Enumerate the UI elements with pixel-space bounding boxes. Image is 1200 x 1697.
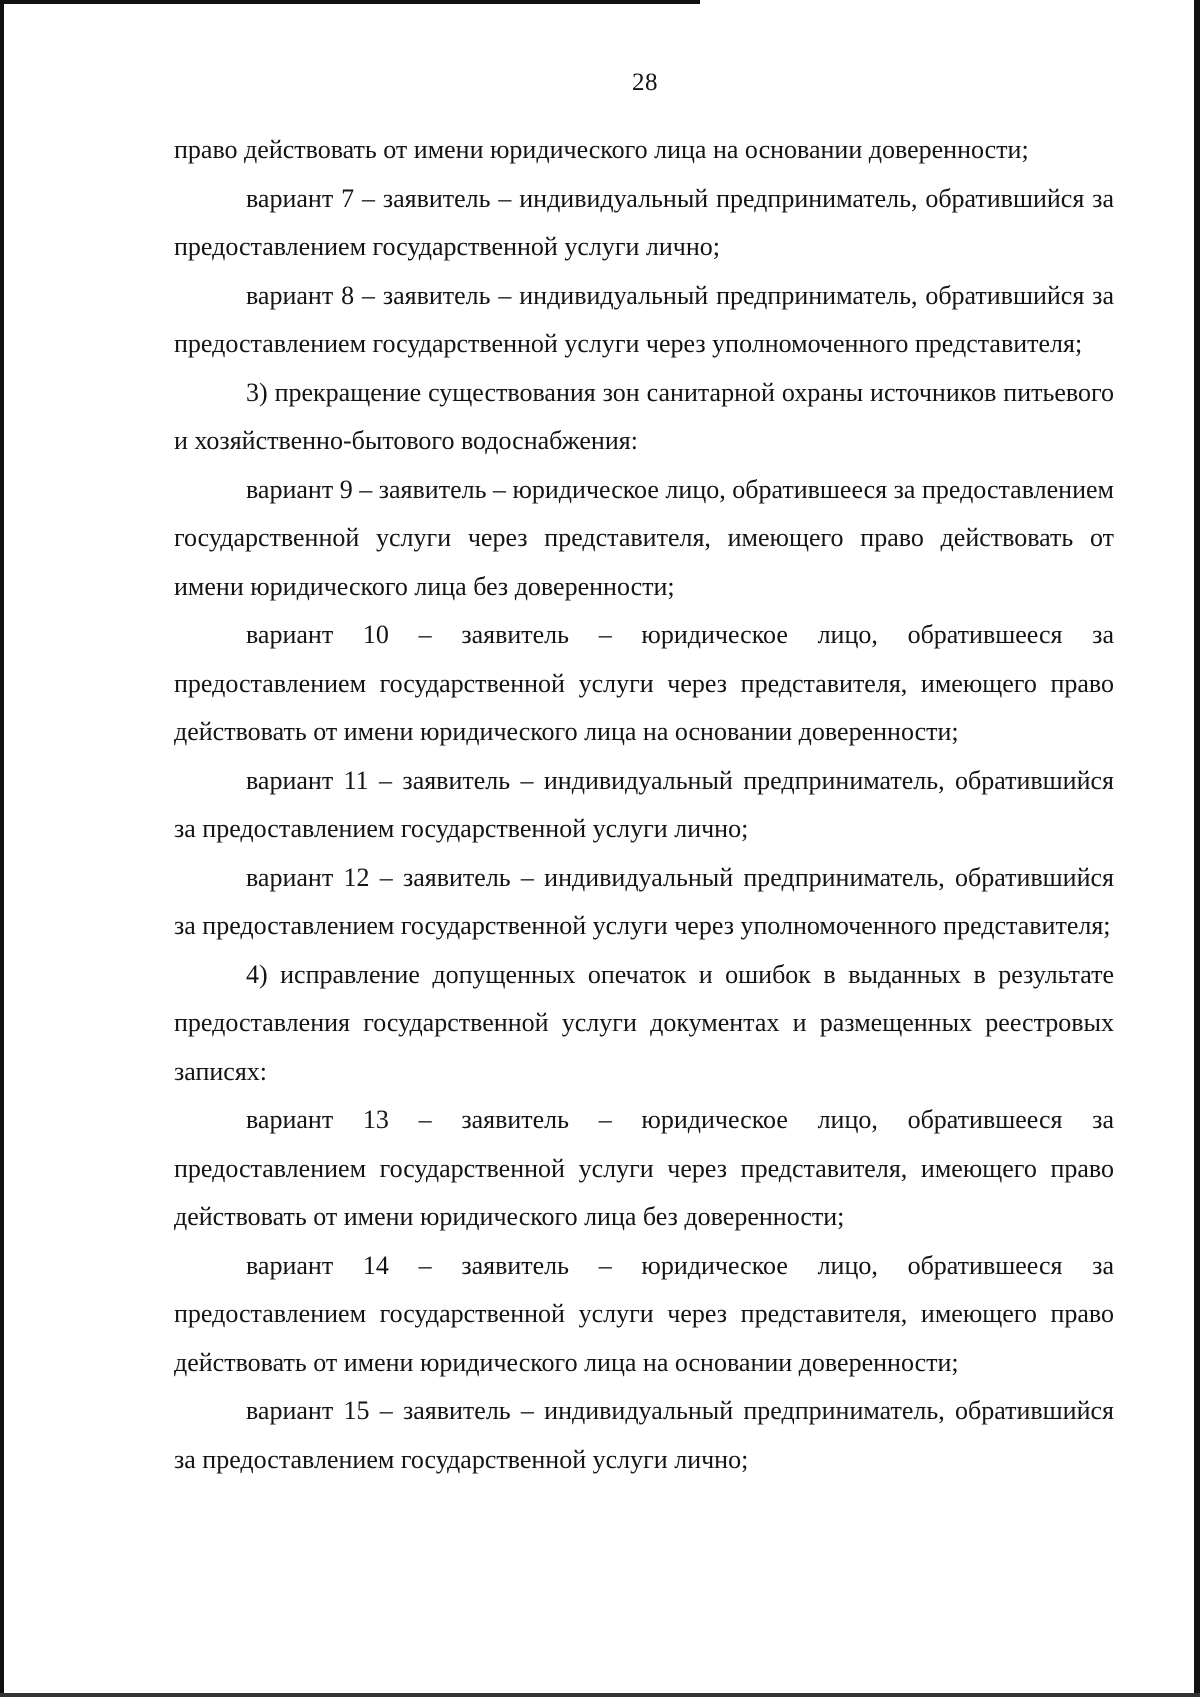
page-number: 28 — [632, 69, 658, 96]
scan-border-bottom — [0, 1693, 1200, 1697]
paragraph-section-3: 3) прекращение существования зон санитарной охраны источников питьевого и хозяйственно-бытового водоснабжения: — [174, 377, 1114, 455]
document-body — [174, 126, 1114, 1484]
scan-border-right — [1194, 0, 1200, 1697]
paragraph-section-4: 4) исправление допущенных опечаток и ошибок в выданных в результате предоставления государственной услуги документах и размещенных реестровых записях: — [174, 959, 1114, 1086]
scan-border-top — [0, 0, 700, 4]
paragraph-variant-12: вариант 12 – заявитель – индивидуальный предприниматель, обратившийся за предоставлением государственной услуги через уполномоченного представителя; — [174, 862, 1114, 940]
paragraph-variant-10: вариант 10 – заявитель – юридическое лицо, обратившееся за предоставлением государственной услуги через представителя, имеющего право действовать от имени юридического лица на основании доверенности; — [174, 620, 1114, 746]
paragraph-variant-11: вариант 11 – заявитель – индивидуальный предприниматель, обратившийся за предоставлением государственной услуги лично; — [174, 765, 1114, 843]
scan-border-left — [0, 0, 4, 1697]
paragraph-variant-13: вариант 13 – заявитель – юридическое лицо, обратившееся за предоставлением государственной услуги через представителя, имеющего право действовать от имени юридического лица без доверенности; — [174, 1105, 1114, 1231]
paragraph-continuation: право действовать от имени юридического лица на основании доверенности; — [174, 135, 1029, 164]
paragraph-variant-8: вариант 8 – заявитель – индивидуальный предприниматель, обратившийся за предоставлением государственной услуги через уполномоченного представителя; — [174, 280, 1114, 358]
paragraph-variant-15: вариант 15 – заявитель – индивидуальный предприниматель, обратившийся за предоставлением государственной услуги лично; — [174, 1396, 1114, 1474]
paragraph-variant-14: вариант 14 – заявитель – юридическое лицо, обратившееся за предоставлением государственной услуги через представителя, имеющего право действовать от имени юридического лица на основании доверенности; — [174, 1250, 1114, 1377]
paragraph-variant-7: вариант 7 – заявитель – индивидуальный предприниматель, обратившийся за предоставлением государственной услуги лично; — [174, 183, 1114, 261]
paragraph-variant-9: вариант 9 – заявитель – юридическое лицо, обратившееся за предоставлением государственной услуги через представителя, имеющего право действовать от имени юридического лица без доверенности; — [174, 474, 1114, 601]
